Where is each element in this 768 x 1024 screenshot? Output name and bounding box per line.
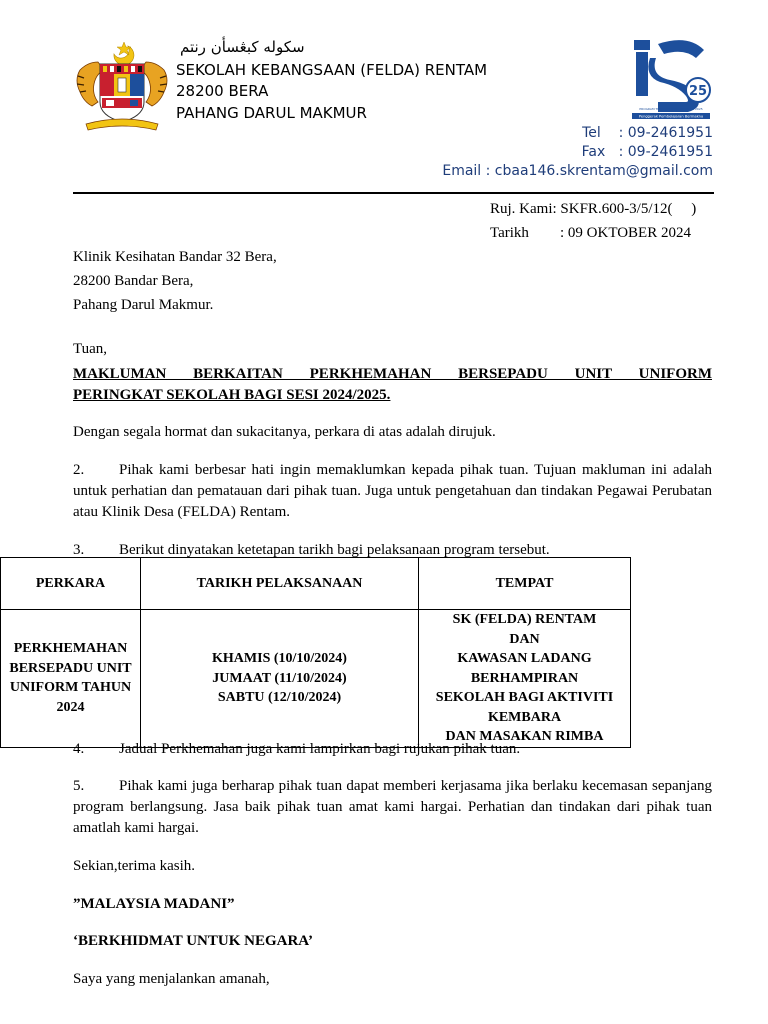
contact-email: Email : cbaa146.skrentam@gmail.com xyxy=(442,163,713,179)
motto-malaysia-madani: ”MALAYSIA MADANI” xyxy=(73,896,235,912)
cell-tempat-line: DAN MASAKAN RIMBA xyxy=(445,729,604,744)
coat-of-arms-logo xyxy=(72,40,172,136)
paragraph-2-number: 2. xyxy=(73,462,85,478)
cell-tarikh xyxy=(141,610,419,748)
cell-perkara-line: UNIFORM TAHUN xyxy=(9,680,132,696)
paragraph-2-text: Pihak kami berbesar hati ingin memaklumkan kepada pihak tuan. Tujuan makluman ini adalah untuk perhatian dan pematauan dari pihak tuan. Juga untuk pengetahuan dan tindakan Pegawai Perubatan atau Klinik Desa (FELDA) Rentam. xyxy=(73,462,712,520)
header-tempat: TEMPAT xyxy=(419,558,631,610)
cell-tarikh-line: SABTU (12/10/2024) xyxy=(217,690,342,705)
paragraph-3-text: Berikut dinyatakan ketetapan tarikh bagi pelaksanaan program tersebut. xyxy=(119,542,550,558)
paragraph-2 xyxy=(73,460,712,523)
cell-tarikh-line: JUMAAT (11/10/2024) xyxy=(212,670,347,686)
logo-caption-line1: PROGRAM TRANSFORMASI SEKOLAH 2025 xyxy=(639,107,703,111)
cell-tempat-line: SEKOLAH BAGI AKTIVITI KEMBARA xyxy=(435,690,614,725)
cell-tempat-line: KAWASAN LADANG BERHAMPIRAN xyxy=(457,651,592,686)
closing-thanks: Sekian,terima kasih. xyxy=(73,858,196,874)
paragraph-3-number: 3. xyxy=(73,542,85,558)
school-name-jawi: سکوله کبڠسأن رنتم xyxy=(180,38,305,56)
contact-tel xyxy=(582,124,713,143)
tel-value: : 09-2461951 xyxy=(618,125,713,141)
motto-berkhidmat: ‘BERKHIDMAT UNTUK NEGARA’ xyxy=(73,933,314,949)
header-divider xyxy=(73,192,714,194)
fax-label: Fax xyxy=(581,144,606,160)
tel-label: Tel xyxy=(582,125,601,141)
schedule-table xyxy=(0,557,631,748)
school-state: PAHANG DARUL MAKMUR xyxy=(176,104,367,122)
cell-tempat xyxy=(419,610,631,748)
school-postcode-town: 28200 BERA xyxy=(176,82,269,100)
salutation: Tuan, xyxy=(73,341,108,357)
cell-perkara-line: 2024 xyxy=(56,699,85,715)
table-row xyxy=(1,610,631,748)
signoff-line: Saya yang menjalankan amanah, xyxy=(73,971,270,987)
cell-tarikh-line: KHAMIS (10/10/2024) xyxy=(212,651,347,666)
recipient-line-2: 28200 Bandar Bera, xyxy=(73,273,194,289)
opening-sentence: Dengan segala hormat dan sukacitanya, perkara di atas adalah dirujuk. xyxy=(73,424,496,440)
paragraph-4 xyxy=(73,739,712,760)
ref-value: : SKFR.600-3/5/12( ) xyxy=(552,201,697,217)
recipient-line-1: Klinik Kesihatan Bandar 32 Bera, xyxy=(73,249,277,265)
recipient-line-3: Pahang Darul Makmur. xyxy=(73,297,214,313)
school-name: SEKOLAH KEBANGSAAN (FELDA) RENTAM xyxy=(176,61,488,79)
logo-caption-line2: Penggerak Pembelajaran Bermakna xyxy=(638,114,704,119)
header-perkara: PERKARA xyxy=(1,558,141,610)
paragraph-4-text: Jadual Perkhemahan juga kami lampirkan bagi rujukan pihak tuan. xyxy=(119,741,521,757)
paragraph-5-text: Pihak kami juga berharap pihak tuan dapat memberi kerjasama jika berlaku kecemasan sepanjang program berlangsung. Jasa baik pihak tuan amat kami hargai. Perhatian dan tindakan dari pihak tuan amatlah kami hargai. xyxy=(73,778,712,836)
table-header-row xyxy=(1,558,631,610)
cell-tempat-line: SK (FELDA) RENTAM xyxy=(452,612,597,627)
letter-date xyxy=(490,223,691,244)
transformasi-sekolah-logo xyxy=(628,36,714,120)
cell-perkara xyxy=(1,610,141,748)
fax-value: : 09-2461951 xyxy=(618,144,713,160)
date-value: : 09 OKTOBER 2024 xyxy=(560,225,691,241)
contact-fax xyxy=(582,143,713,162)
paragraph-4-number: 4. xyxy=(73,741,85,757)
subject-line-2: PERINGKAT SEKOLAH BAGI SESI 2024/2025. xyxy=(73,387,391,403)
ref-label: Ruj. Kami xyxy=(490,201,553,217)
subject-line-1: MAKLUMAN BERKAITAN PERKHEMAHAN BERSEPADU UNIT UNIFORM xyxy=(73,366,712,382)
cell-perkara-line: PERKHEMAHAN xyxy=(13,641,128,657)
date-label: Tarikh xyxy=(490,225,529,241)
reference-number xyxy=(490,199,696,220)
cell-perkara-line: BERSEPADU UNIT xyxy=(9,660,132,676)
paragraph-5 xyxy=(73,776,712,839)
paragraph-5-number: 5. xyxy=(73,778,85,794)
cell-tempat-line: DAN xyxy=(509,631,540,647)
logo-number-text: 25 xyxy=(688,84,708,99)
header-tarikh: TARIKH PELAKSANAAN xyxy=(141,558,419,610)
